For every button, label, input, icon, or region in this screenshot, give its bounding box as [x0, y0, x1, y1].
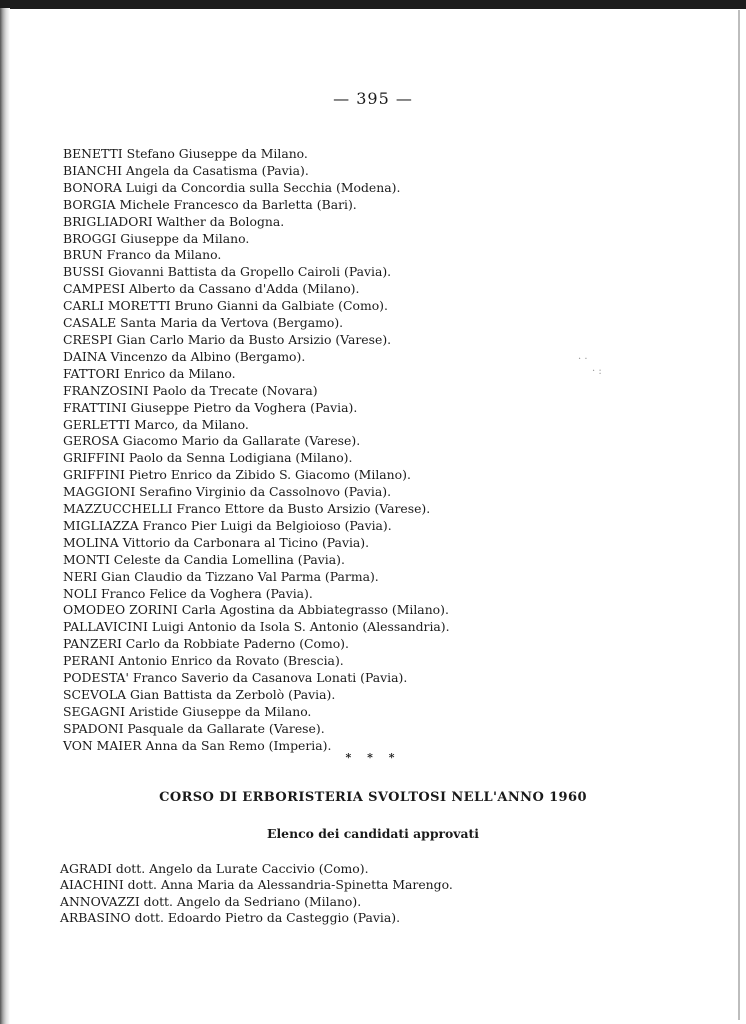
list-item: PERANI Antonio Enrico da Rovato (Brescia). [63, 653, 344, 669]
list-item: ARBASINO dott. Edoardo Pietro da Casteggio (Pavia). [60, 909, 401, 925]
list-item: BORGIA Michele Francesco da Barletta (Bari). [63, 196, 357, 212]
list-item: PALLAVICINI Luigi Antonio da Isola S. Antonio (Alessandria). [63, 619, 450, 635]
list-item: BIANCHI Angela da Casatisma (Pavia). [63, 162, 309, 178]
list-item: GERLETTI Marco, da Milano. [63, 416, 249, 432]
scan-edge-top [0, 0, 746, 9]
list-item: PANZERI Carlo da Robbiate Paderno (Como). [63, 636, 349, 652]
list-item: DAINA Vincenzo da Albino (Bergamo). [63, 348, 306, 364]
list-item: GRIFFINI Pietro Enrico da Zibido S. Giacomo (Milano). [63, 467, 411, 483]
scan-speck: · : [592, 366, 602, 377]
scan-edge-left [0, 8, 10, 1024]
list-item: OMODEO ZORINI Carla Agostina da Abbiategrasso (Milano). [63, 602, 449, 618]
list-item: MOLINA Vittorio da Carbonara al Ticino (Pavia). [63, 534, 370, 550]
section-heading: CORSO DI ERBORISTERIA SVOLTOSI NELL'ANNO 1960 [159, 790, 587, 805]
page-number: — 395 — [333, 89, 413, 108]
list-item: SEGAGNI Aristide Giuseppe da Milano. [63, 703, 312, 719]
list-item: BONORA Luigi da Concordia sulla Secchia (Modena). [63, 179, 401, 195]
list-item: MAGGIONI Serafino Virginio da Cassolnovo (Pavia). [63, 484, 392, 500]
list-item: NERI Gian Claudio da Tizzano Val Parma (Parma). [63, 568, 379, 584]
section-separator: * * * [345, 751, 401, 764]
list-item: MONTI Celeste da Candia Lomellina (Pavia). [63, 551, 345, 567]
list-item: CARLI MORETTI Bruno Gianni da Galbiate (Como). [63, 298, 388, 314]
scan-speck: · · [578, 354, 588, 365]
list-item: BROGGI Giuseppe da Milano. [63, 230, 250, 246]
list-item: FATTORI Enrico da Milano. [63, 365, 236, 381]
approved-candidates-list [60, 861, 700, 926]
graduates-list [63, 146, 703, 755]
list-item: GEROSA Giacomo Mario da Gallarate (Varese). [63, 433, 361, 449]
list-item: AGRADI dott. Angelo da Lurate Caccivio (Como). [60, 861, 369, 876]
list-item: VON MAIER Anna da San Remo (Imperia). [63, 737, 332, 753]
list-item: SCEVOLA Gian Battista da Zerbolò (Pavia). [63, 687, 336, 702]
list-item: FRATTINI Giuseppe Pietro da Voghera (Pavia). [63, 399, 358, 415]
list-item: FRANZOSINI Paolo da Trecate (Novara) [63, 382, 318, 398]
list-item: BRUN Franco da Milano. [63, 247, 222, 263]
list-item: ANNOVAZZI dott. Angelo da Sedriano (Milano). [60, 893, 362, 909]
list-item: GRIFFINI Paolo da Senna Lodigiana (Milano). [63, 450, 353, 466]
section-subheading: Elenco dei candidati approvati [267, 826, 479, 841]
list-item: AIACHINI dott. Anna Maria da Alessandria-Spinetta Marengo. [60, 877, 453, 893]
list-item: BUSSI Giovanni Battista da Gropello Cairoli (Pavia). [63, 264, 392, 280]
list-item: SPADONI Pasquale da Gallarate (Varese). [63, 720, 325, 736]
list-item: BENETTI Stefano Giuseppe da Milano. [63, 146, 308, 161]
list-item: MAZZUCCHELLI Franco Ettore da Busto Arsizio (Varese). [63, 501, 431, 517]
list-item: CRESPI Gian Carlo Mario da Busto Arsizio (Varese). [63, 331, 392, 347]
list-item: PODESTA' Franco Saverio da Casanova Lonati (Pavia). [63, 670, 408, 686]
list-item: NOLI Franco Felice da Voghera (Pavia). [63, 585, 313, 601]
list-item: BRIGLIADORI Walther da Bologna. [63, 213, 285, 229]
scan-edge-right [738, 10, 740, 1020]
list-item: MIGLIAZZA Franco Pier Luigi da Belgioioso (Pavia). [63, 517, 392, 533]
list-item: CAMPESI Alberto da Cassano d'Adda (Milano). [63, 281, 360, 297]
list-item: CASALE Santa Maria da Vertova (Bergamo). [63, 315, 344, 331]
